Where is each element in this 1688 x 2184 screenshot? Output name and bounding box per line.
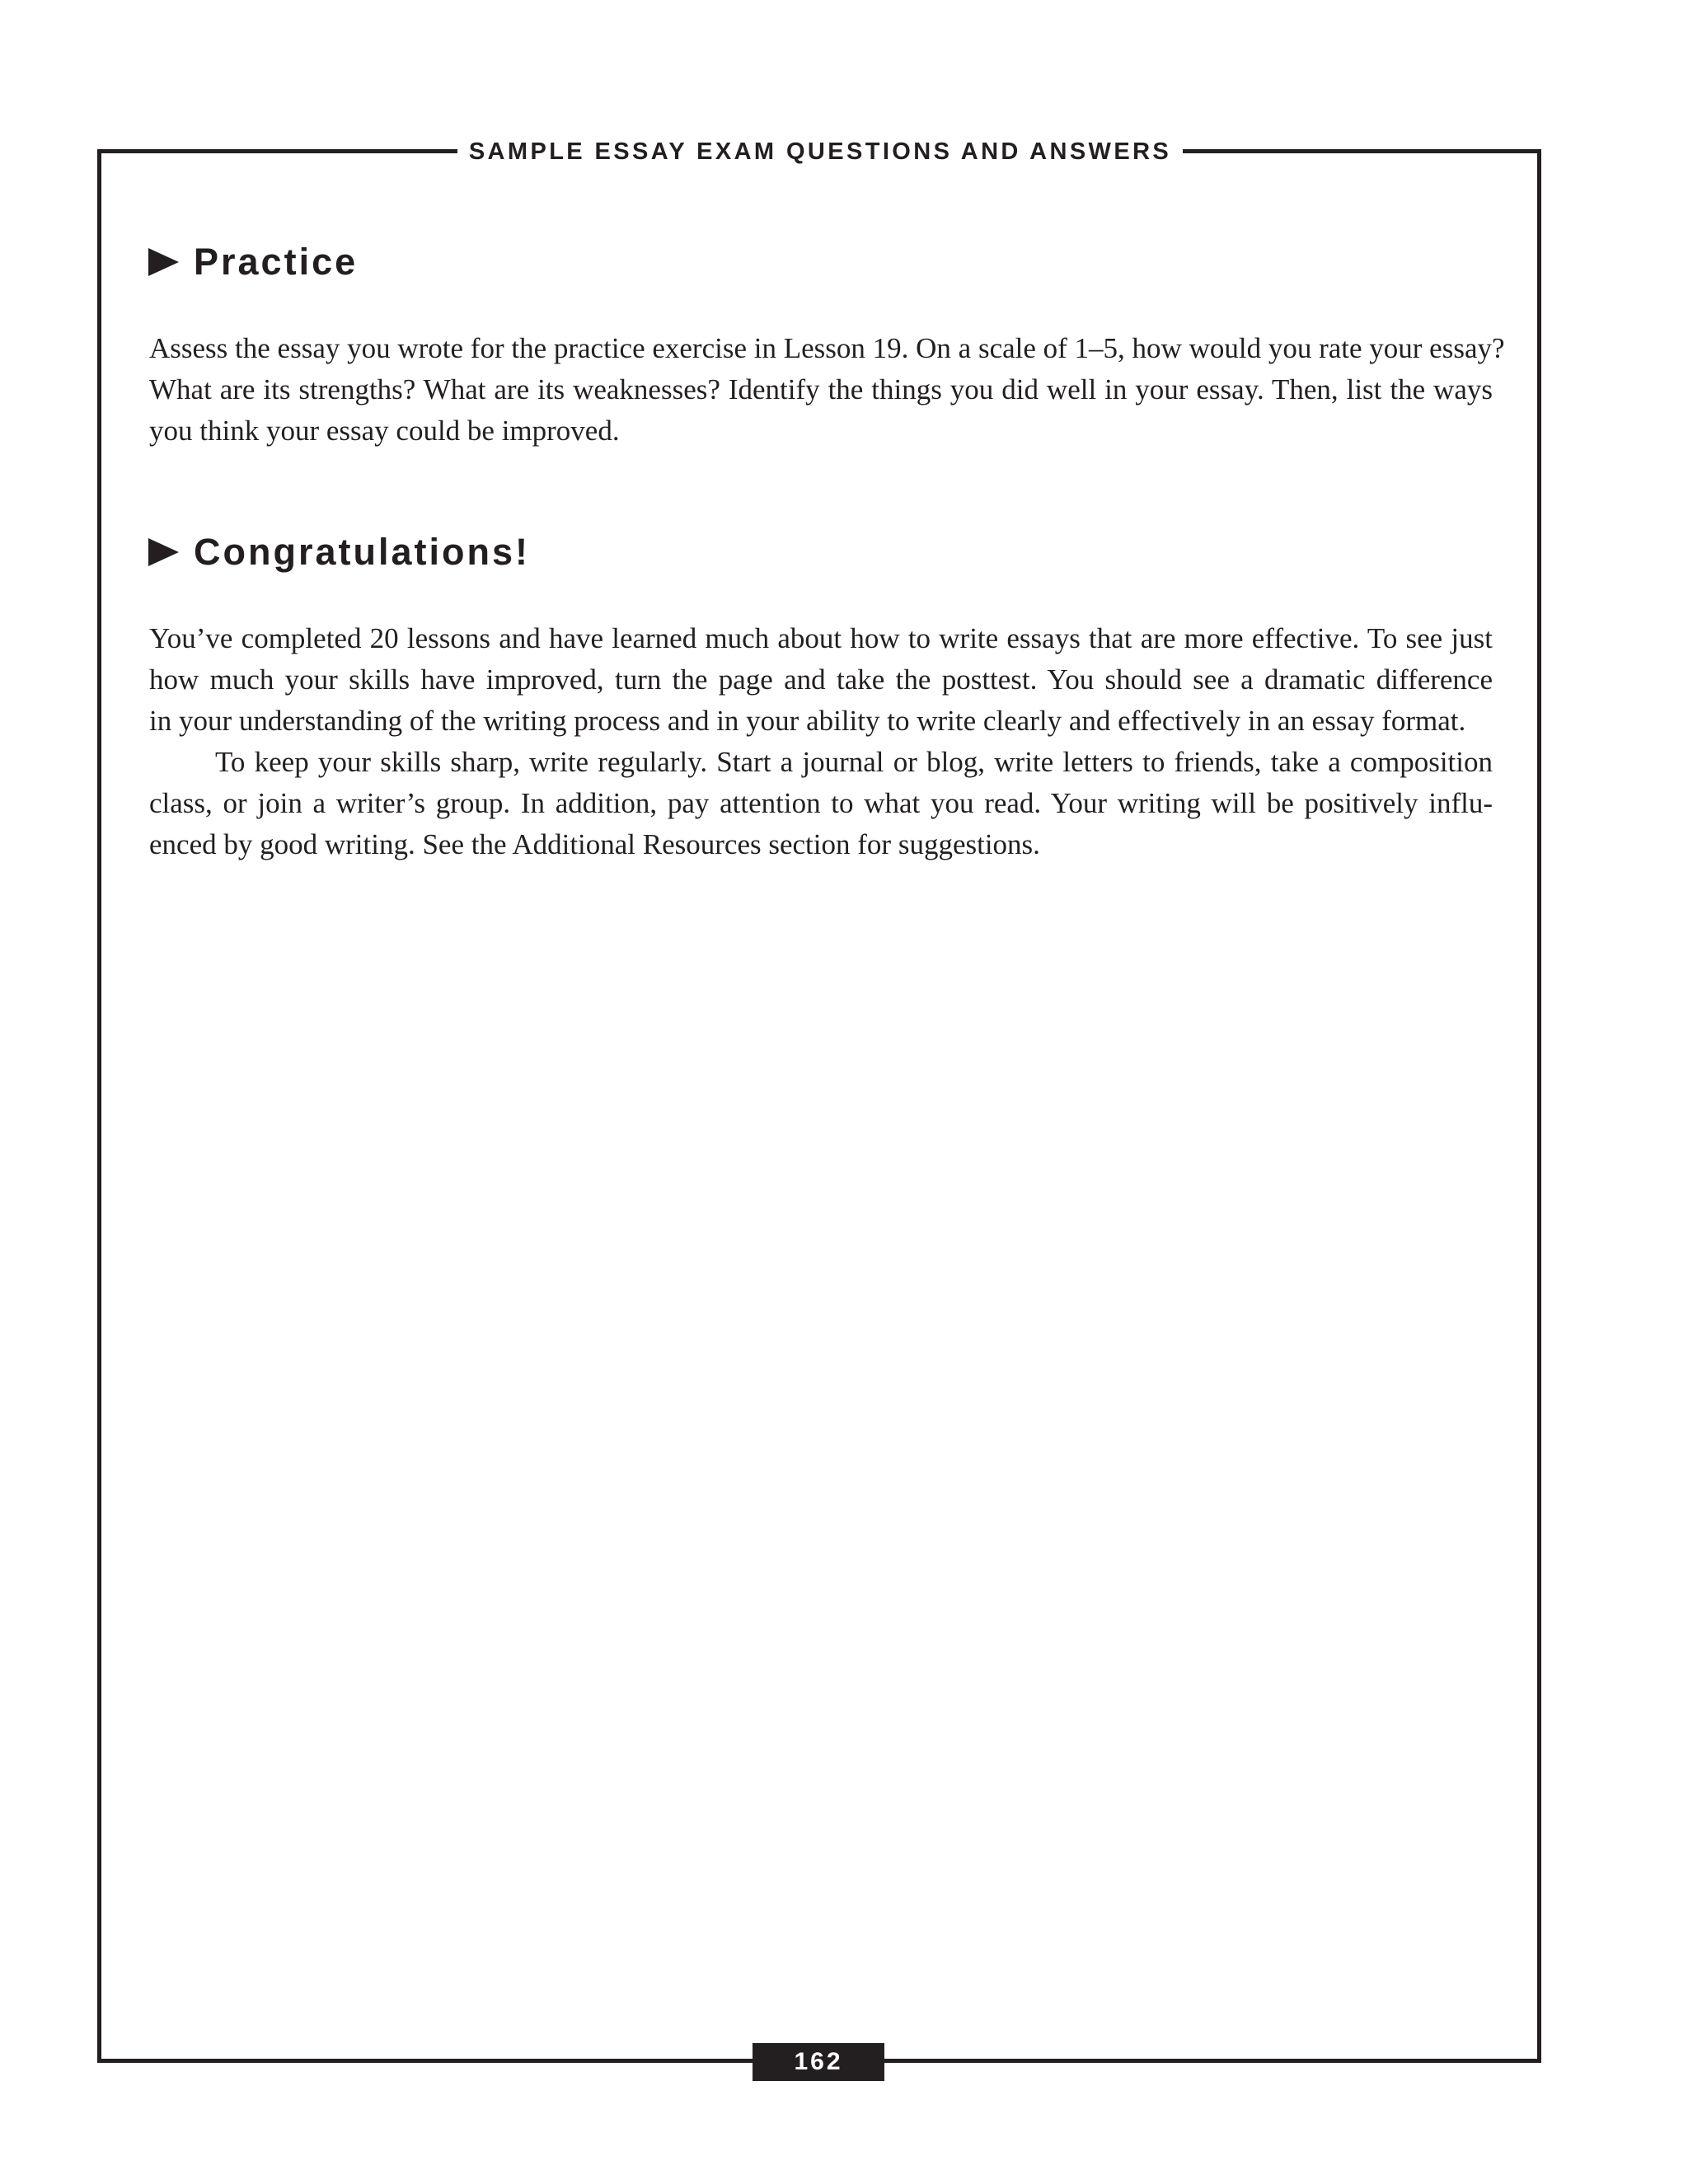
triangle-bullet-icon	[148, 538, 179, 566]
text-line: class, or join a writer’s group. In addition, pay attention to what you read. Your writing will be positively influ-	[149, 787, 1493, 819]
text-line: in your understanding of the writing process and in your ability to write clearly and effectively in an essay format.	[149, 705, 1466, 737]
text-line: enced by good writing. See the Additional Resources section for suggestions.	[149, 828, 1040, 860]
page-number: 162	[753, 2043, 884, 2081]
text-line: Assess the essay you wrote for the practice exercise in Lesson 19. On a scale of 1–5, how would you rate your essay?	[149, 332, 1505, 364]
running-head-text: SAMPLE ESSAY EXAM QUESTIONS AND ANSWERS	[457, 135, 1183, 168]
text-line: how much your skills have improved, turn the page and take the posttest. You should see a dramatic difference	[149, 663, 1493, 696]
text-line: you think your essay could be improved.	[149, 415, 620, 447]
text-line: What are its strengths? What are its weaknesses? Identify the things you did well in your essay. Then, list the ways	[149, 373, 1493, 405]
text-line: To keep your skills sharp, write regularly. Start a journal or blog, write letters to friends, take a composition	[215, 746, 1493, 778]
congratulations-heading	[148, 527, 530, 577]
triangle-bullet-icon	[148, 248, 179, 276]
congratulations-heading-text: Congratulations!	[194, 531, 530, 573]
practice-paragraph	[149, 328, 1505, 452]
text-line: You’ve completed 20 lessons and have learned much about how to write essays that are more effective. To see just	[149, 622, 1493, 654]
practice-heading	[148, 237, 358, 287]
running-head	[0, 135, 1640, 168]
practice-heading-text: Practice	[194, 241, 359, 283]
congratulations-paragraphs	[149, 618, 1493, 865]
